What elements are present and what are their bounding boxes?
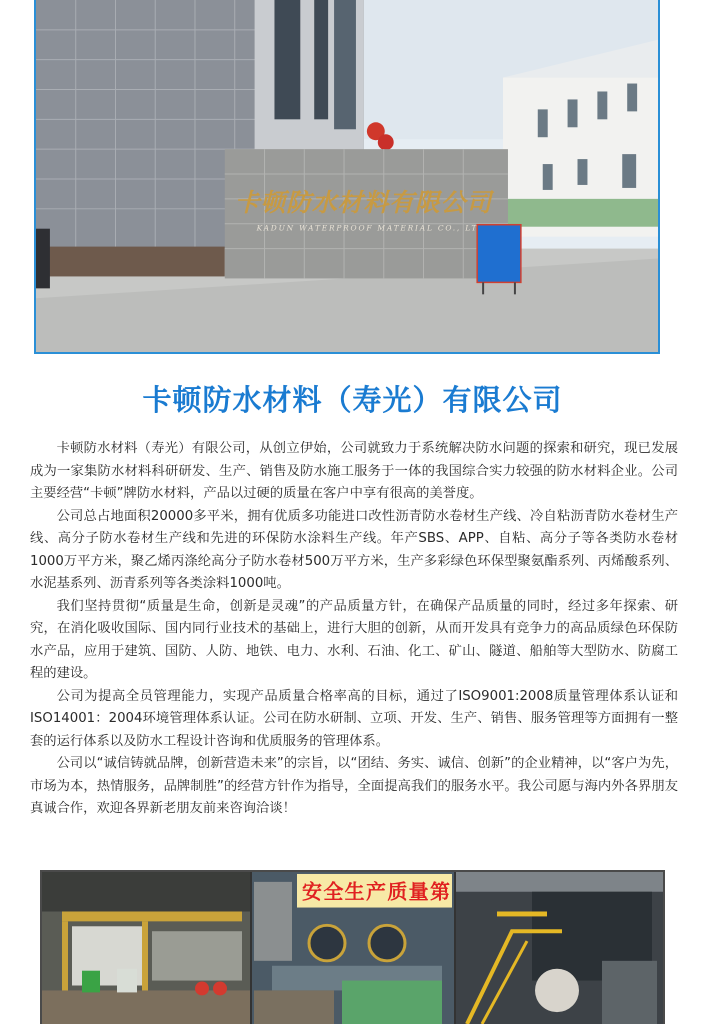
intro-paragraph-2: 公司总占地面积20000多平米，拥有优质多功能进口改性沥青防水卷材生产线、冷自粘沥青防水卷材生产线、高分子防水卷材生产线和先进的环保防水涂料生产线。年产SBS、APP、自粘、高分子等各类防水卷材1000万平方米，聚乙烯丙涤纶高分子防水卷材500万平方米，生产多彩绿色环保型聚氨酯系列、丙烯酸系列、水泥基系列、沥青系列等各类涂料1000吨。 (30, 508, 678, 591)
sign-chinese-text: 卡顿防水材料有限公司 (234, 187, 492, 217)
factory-photo-3 (456, 872, 663, 1024)
factory-photos (40, 870, 665, 1024)
sign-english-text: KADUN WATERPROOF MATERIAL CO., LT (256, 223, 478, 233)
factory-photo-2 (252, 872, 454, 1024)
intro-paragraph-1: 卡顿防水材料（寿光）有限公司，从创立伊始，公司就致力于系统解决防水问题的探索和研究，现已发展成为一家集防水材料科研研发、生产、销售及防水施工服务于一体的我国综合实力较强的防水材料企业。公司主要经营“卡顿”牌防水材料，产品以过硬的质量在客户中享有很高的美誉度。 (30, 441, 678, 501)
safety-banner-text: 安全生产质量第 (302, 880, 450, 904)
intro-paragraph-4: 公司为提高全员管理能力，实现产品质量合格率高的目标，通过了ISO9001:2008质量管理体系认证和ISO14001：2004环境管理体系认证。公司在防水研制、立项、开发、生产、销售、服务管理等方面拥有一整套的运行体系以及防水工程设计咨询和优质服务的管理体系。 (30, 688, 678, 749)
intro-paragraph-3: 我们坚持贯彻“质量是生命，创新是灵魂”的产品质量方针，在确保产品质量的同时，经过多年探索、研究，在消化吸收国际、国内同行业技术的基础上，进行大胆的创新，从而开发具有竞争力的高品质绿色环保防水产品，应用于建筑、国防、人防、地铁、电力、水利、石油、化工、矿山、隧道、船舶等大型防水、防腐工程的建设。 (30, 598, 678, 681)
company-gate-photo (34, 0, 660, 354)
factory-photo-1 (42, 872, 250, 1024)
intro-paragraph-5: 公司以“诚信铸就品牌，创新营造未来”的宗旨，以“团结、务实、诚信、创新”的企业精神，以“客户为先，市场为本，热情服务，品牌制胜”的经营方针作为指导，全面提高我们的服务水平。我公司愿与海内外各界朋友真诚合作，欢迎各界新老朋友前来咨询洽谈！ (30, 756, 678, 816)
company-introduction (30, 438, 678, 821)
company-title: 卡顿防水材料（寿光）有限公司 (142, 383, 563, 417)
